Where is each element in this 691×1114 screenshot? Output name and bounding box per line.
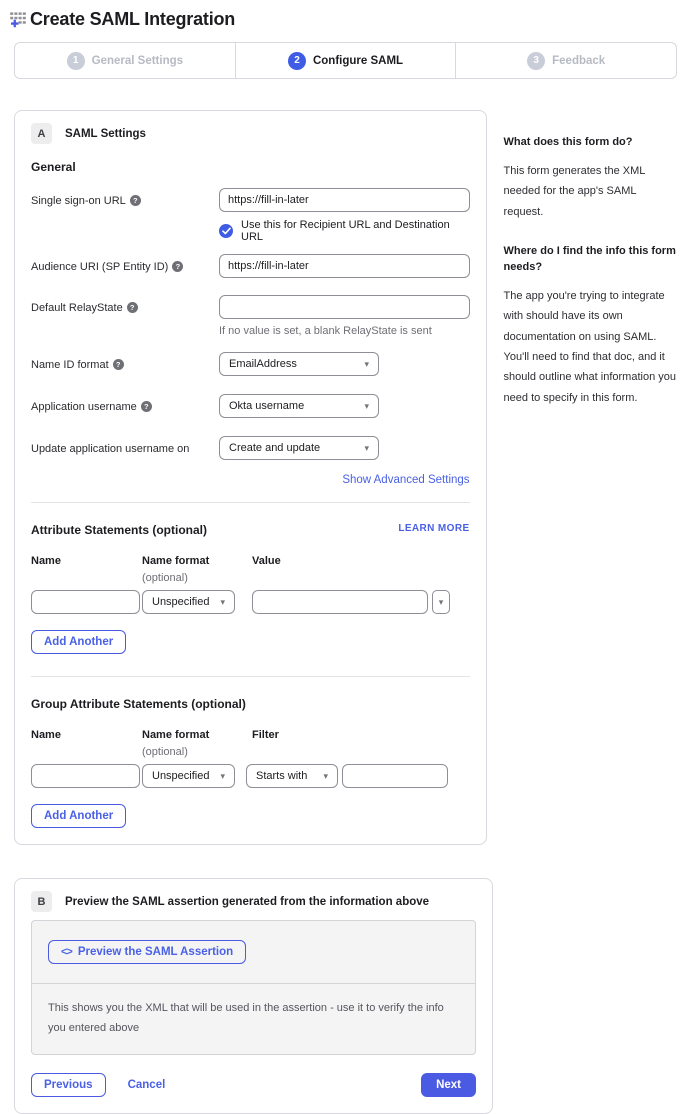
page-title: Create SAML Integration bbox=[30, 9, 236, 29]
attr-col-value: Value bbox=[252, 555, 281, 567]
step-label: General Settings bbox=[91, 54, 184, 67]
general-heading: General bbox=[31, 160, 76, 174]
relay-state-hint: If no value is set, a blank RelayState is sent bbox=[219, 325, 432, 337]
attr-value-dropdown-button[interactable] bbox=[432, 590, 450, 614]
group-col-filter: Filter bbox=[252, 729, 279, 741]
chevron-down-icon: ▾ bbox=[438, 596, 444, 607]
name-id-format-select[interactable]: EmailAddress ▾ bbox=[219, 352, 379, 376]
show-advanced-settings-link[interactable]: Show Advanced Settings bbox=[342, 474, 470, 486]
attr-col-format: Name format bbox=[142, 555, 210, 567]
name-id-format-label: Name ID format ? bbox=[31, 352, 219, 372]
step-configure-saml[interactable] bbox=[236, 43, 457, 78]
group-name-input[interactable] bbox=[31, 764, 140, 788]
step-number-badge: 3 bbox=[527, 52, 545, 70]
sidebar-question-1: What does this form do? bbox=[503, 136, 633, 148]
saml-settings-title: SAML Settings bbox=[65, 127, 146, 140]
group-format-select[interactable]: Unspecified ▾ bbox=[142, 764, 235, 788]
recipient-url-checkbox-label: Use this for Recipient URL and Destination URL bbox=[241, 219, 450, 243]
update-username-row bbox=[31, 436, 470, 460]
page-header bbox=[0, 0, 691, 30]
learn-more-link[interactable]: LEARN MORE bbox=[398, 523, 470, 534]
sso-url-help-icon[interactable]: ? bbox=[130, 195, 141, 206]
help-sidebar bbox=[504, 110, 677, 430]
group-filter-value-input[interactable] bbox=[342, 764, 448, 788]
relay-state-input[interactable] bbox=[219, 295, 470, 319]
sso-url-row bbox=[31, 188, 470, 243]
audience-uri-input[interactable] bbox=[219, 254, 470, 278]
group-attribute-statements-heading: Group Attribute Statements (optional) bbox=[31, 697, 246, 711]
audience-uri-label: Audience URI (SP Entity ID) ? bbox=[31, 254, 219, 274]
attribute-columns-header bbox=[31, 555, 470, 584]
attr-value-input[interactable] bbox=[252, 590, 428, 614]
application-username-row bbox=[31, 394, 470, 418]
sso-url-input[interactable] bbox=[219, 188, 470, 212]
audience-uri-row bbox=[31, 254, 470, 278]
preview-card-title: Preview the SAML assertion generated from the information above bbox=[65, 895, 430, 908]
step-label: Feedback bbox=[552, 54, 606, 67]
preview-panel-top bbox=[32, 921, 475, 983]
wizard-stepper bbox=[14, 42, 677, 79]
cancel-link[interactable]: Cancel bbox=[127, 1078, 166, 1091]
audience-uri-help-icon[interactable]: ? bbox=[172, 261, 183, 272]
saml-settings-card bbox=[14, 110, 487, 845]
relay-state-help-icon[interactable]: ? bbox=[127, 302, 138, 313]
attr-col-name: Name bbox=[31, 555, 61, 567]
group-col-format: Name format bbox=[142, 729, 210, 741]
chevron-down-icon: ▾ bbox=[364, 400, 369, 411]
next-button[interactable]: Next bbox=[421, 1073, 476, 1097]
attr-col-format-note: (optional) bbox=[142, 572, 188, 584]
application-username-help-icon[interactable]: ? bbox=[141, 401, 152, 412]
chevron-down-icon: ▾ bbox=[220, 770, 225, 781]
saml-settings-card-header bbox=[31, 123, 470, 144]
attr-format-select[interactable]: Unspecified ▾ bbox=[142, 590, 235, 614]
section-divider bbox=[31, 676, 470, 677]
attribute-statements-heading: Attribute Statements (optional) bbox=[31, 523, 207, 537]
section-a-badge: A bbox=[31, 123, 52, 144]
recipient-url-checkbox[interactable] bbox=[219, 224, 233, 238]
update-username-label: Update application username on bbox=[31, 443, 190, 455]
attribute-statements-header bbox=[31, 523, 470, 537]
relay-state-row bbox=[31, 295, 470, 337]
group-col-name: Name bbox=[31, 729, 61, 741]
name-id-format-help-icon[interactable]: ? bbox=[113, 359, 124, 370]
code-icon: <> bbox=[61, 946, 72, 958]
sidebar-answer-2: The app you're trying to integrate with should have its own documentation on using SAML. You'll need to find that doc, and it should outline what information you need to specify in this form. bbox=[503, 289, 676, 404]
attribute-statement-row bbox=[31, 590, 470, 614]
update-username-select[interactable]: Create and update ▾ bbox=[219, 436, 379, 460]
add-another-group-attribute-button[interactable]: Add Another bbox=[31, 804, 126, 828]
step-label: Configure SAML bbox=[312, 54, 404, 67]
wizard-footer bbox=[31, 1073, 476, 1097]
step-feedback[interactable] bbox=[456, 43, 676, 78]
sidebar-question-2: Where do I find the info this form needs? bbox=[503, 244, 676, 273]
name-id-format-row bbox=[31, 352, 470, 376]
preview-saml-assertion-button[interactable]: <> Preview the SAML Assertion bbox=[48, 940, 246, 964]
sso-url-label: Single sign-on URL ? bbox=[31, 188, 219, 208]
chevron-down-icon: ▾ bbox=[364, 358, 369, 369]
group-col-format-note: (optional) bbox=[142, 746, 188, 758]
section-b-badge: B bbox=[31, 891, 52, 912]
preview-assertion-card bbox=[14, 878, 493, 1114]
application-username-label: Application username ? bbox=[31, 394, 219, 414]
chevron-down-icon: ▾ bbox=[220, 596, 225, 607]
step-general-settings[interactable] bbox=[15, 43, 236, 78]
chevron-down-icon: ▾ bbox=[323, 770, 328, 781]
step-number-badge: 1 bbox=[67, 52, 85, 70]
sidebar-answer-1: This form generates the XML needed for the app's SAML request. bbox=[503, 164, 645, 218]
group-attribute-columns-header bbox=[31, 729, 470, 758]
application-username-select[interactable]: Okta username ▾ bbox=[219, 394, 379, 418]
preview-card-header bbox=[31, 891, 476, 912]
relay-state-label: Default RelayState ? bbox=[31, 295, 219, 315]
main-content bbox=[14, 110, 677, 845]
add-another-attribute-button[interactable]: Add Another bbox=[31, 630, 126, 654]
previous-button[interactable]: Previous bbox=[31, 1073, 106, 1097]
section-divider bbox=[31, 502, 470, 503]
preview-panel-note: This shows you the XML that will be used in the assertion - use it to verify the info you entered above bbox=[32, 983, 475, 1054]
recipient-url-checkbox-row bbox=[219, 219, 470, 243]
step-number-badge: 2 bbox=[288, 52, 306, 70]
preview-panel bbox=[31, 920, 476, 1055]
group-filter-type-select[interactable]: Starts with ▾ bbox=[246, 764, 338, 788]
chevron-down-icon: ▾ bbox=[364, 442, 369, 453]
group-attribute-statement-row bbox=[31, 764, 470, 788]
add-application-icon bbox=[8, 10, 27, 29]
attr-name-input[interactable] bbox=[31, 590, 140, 614]
